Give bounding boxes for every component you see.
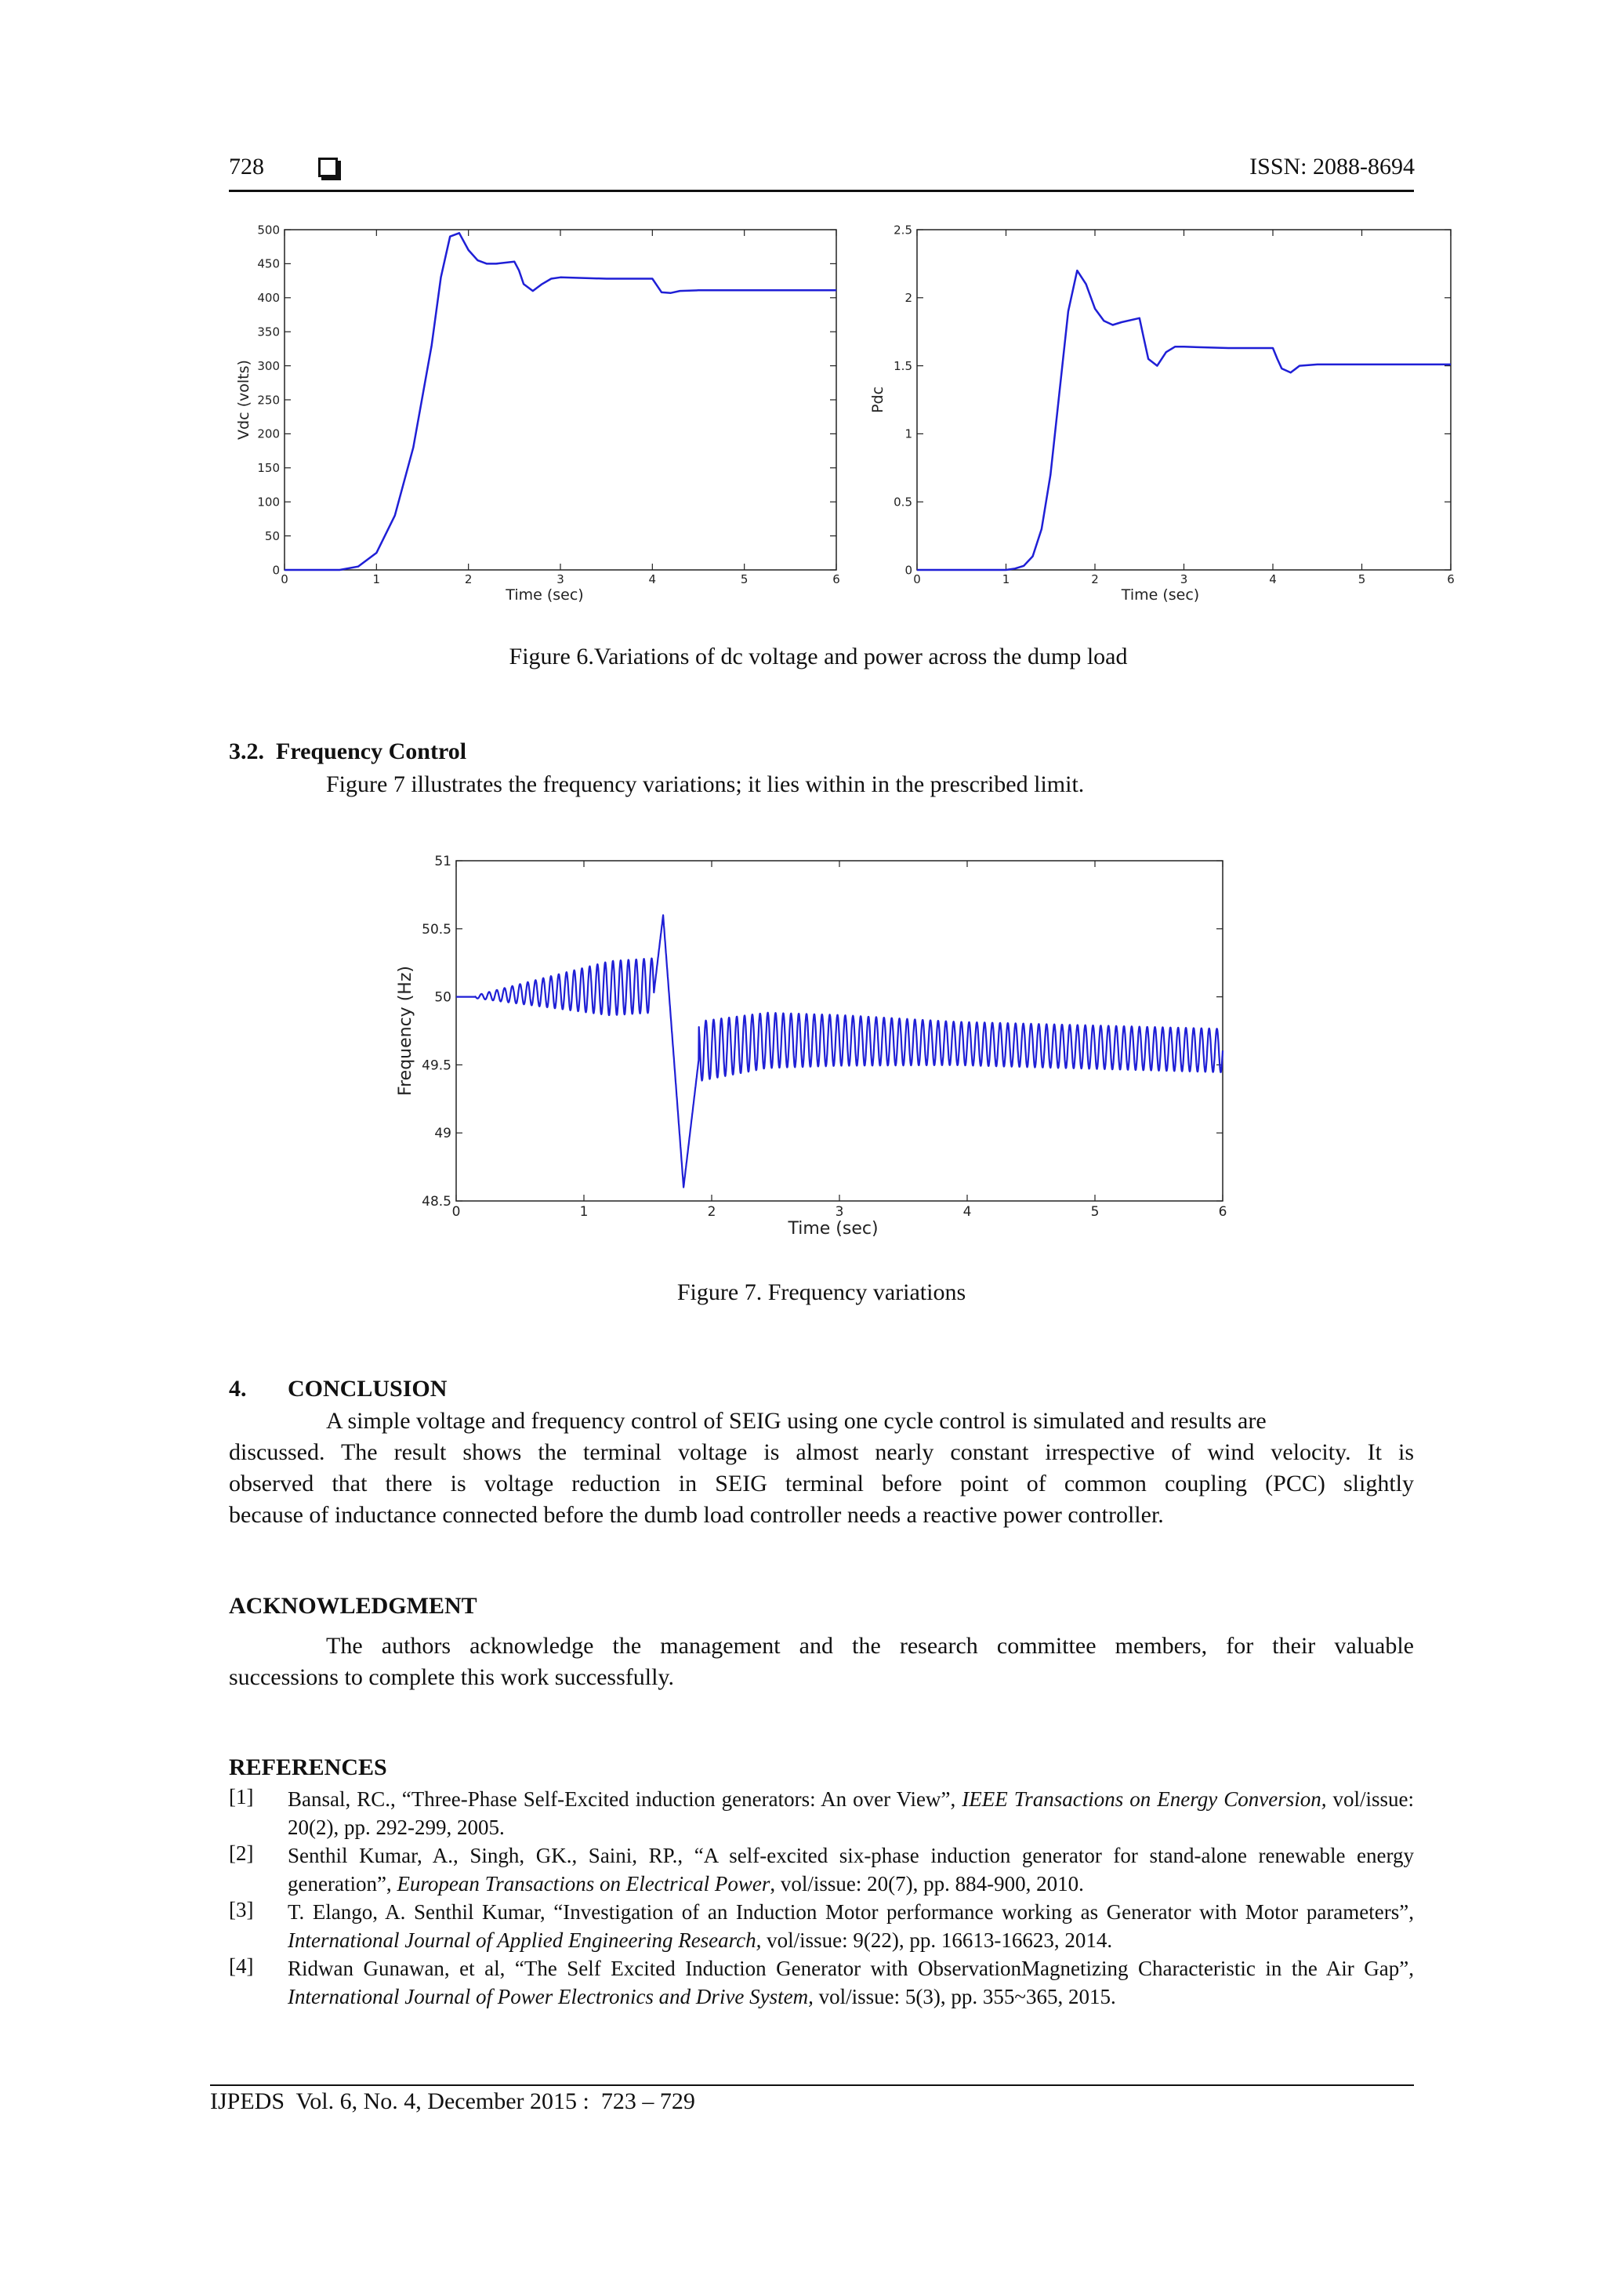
y-tick-label: 400 <box>257 291 280 306</box>
y-tick-label: 500 <box>257 223 280 238</box>
y-tick-label: 48.5 <box>422 1193 451 1210</box>
plot-frame <box>285 230 836 570</box>
x-tick-label: 0 <box>451 1204 461 1220</box>
y-tick-label: 100 <box>257 495 280 510</box>
conclusion-line-4: because of inductance connected before the dumb load controller needs a reactive power controller. <box>229 1502 1164 1528</box>
x-tick-label: 4 <box>1269 572 1277 586</box>
x-tick-label: 6 <box>1447 572 1455 586</box>
y-tick-label: 50 <box>434 989 451 1006</box>
y-tick-label: 2.5 <box>894 223 912 238</box>
reference-authors: T. Elango, A. Senthil Kumar, “Investigation of an Induction Motor performance working as Generator with Motor parameters”, <box>288 1900 1414 1924</box>
reference-details: vol/issue: 9(22), pp. 16613-16623, 2014. <box>761 1928 1113 1952</box>
reference-item <box>288 1785 1414 1841</box>
y-axis-label: Pdc <box>869 386 886 413</box>
y-tick-label: 51 <box>434 853 451 869</box>
y-tick-label: 0 <box>904 563 912 578</box>
y-axis-label: Vdc (volts) <box>235 360 252 440</box>
pdc-chart <box>854 219 1466 619</box>
conclusion-number: 4. <box>229 1376 247 1402</box>
figure6-caption: Figure 6.Variations of dc voltage and power across the dump load <box>509 644 1128 669</box>
reference-authors: Ridwan Gunawan, et al, “The Self Excited Induction Generator with ObservationMagnetizing Characteristic in the Air Gap”, <box>288 1957 1414 1980</box>
reference-item <box>288 1898 1414 1954</box>
y-tick-label: 250 <box>257 393 280 408</box>
x-tick-label: 6 <box>832 572 840 586</box>
x-tick-label: 1 <box>579 1204 589 1220</box>
y-tick-label: 1 <box>904 426 912 441</box>
section-text: Figure 7 illustrates the frequency variations; it lies within in the prescribed limit. <box>326 771 1085 797</box>
reference-authors: Senthil Kumar, A., Singh, GK., Saini, RP., “A self-excited six-phase induction generator for stand-alone renewable energy generation”, <box>288 1844 1414 1896</box>
x-tick-label: 2 <box>707 1204 716 1220</box>
reference-item <box>288 1841 1414 1898</box>
plot-frame <box>917 230 1451 570</box>
x-axis-label: Time (sec) <box>1121 586 1200 604</box>
acknowledgment-line-2: successions to complete this work successfully. <box>229 1664 674 1690</box>
reference-details: vol/issue: 5(3), pp. 355~365, 2015. <box>813 1985 1116 2008</box>
footer-citation: IJPEDS Vol. 6, No. 4, December 2015 : 723 – 729 <box>210 2088 695 2114</box>
conclusion-line-1: A simple voltage and frequency control of SEIG using one cycle control is simulated and results are <box>326 1408 1267 1434</box>
conclusion-line-2: discussed. The result shows the terminal voltage is almost nearly constant irrespective of wind velocity. It is <box>229 1439 1414 1465</box>
x-tick-label: 1 <box>372 572 381 586</box>
x-axis-label: Time (sec) <box>506 586 584 604</box>
y-tick-label: 1.5 <box>894 358 912 373</box>
reference-journal: International Journal of Applied Engineering Research, <box>288 1928 762 1952</box>
y-tick-label: 50.5 <box>422 921 451 938</box>
y-tick-label: 2 <box>904 291 912 306</box>
y-tick-label: 200 <box>257 426 280 441</box>
x-tick-label: 5 <box>740 572 749 586</box>
x-tick-label: 0 <box>281 572 288 586</box>
acknowledgment-line-1: The authors acknowledge the management and the research committee members, for their valuable <box>326 1633 1414 1659</box>
y-tick-label: 50 <box>264 528 280 543</box>
figure7-caption: Figure 7. Frequency variations <box>676 1279 966 1305</box>
x-tick-label: 2 <box>464 572 473 586</box>
reference-journal: European Transactions on Electrical Power <box>397 1872 770 1896</box>
reference-number: [1] <box>229 1785 254 1808</box>
y-tick-label: 150 <box>257 461 280 476</box>
y-tick-label: 300 <box>257 358 280 373</box>
x-tick-label: 3 <box>1180 572 1188 586</box>
references-title: REFERENCES <box>229 1754 387 1780</box>
footer-rule <box>210 2084 1414 2086</box>
y-tick-label: 0.5 <box>894 495 912 510</box>
reference-journal: International Journal of Power Electronics and Drive System, <box>288 1985 814 2008</box>
frequency-chart <box>376 843 1246 1258</box>
reference-authors: Bansal, RC., “Three-Phase Self-Excited induction generators: An over View”, <box>288 1787 962 1811</box>
conclusion-line-3: observed that there is voltage reduction in SEIG terminal before point of common coupling (PCC) slightly <box>229 1471 1414 1496</box>
page-number: 728 <box>229 154 264 180</box>
issn-label: ISSN: 2088-8694 <box>1249 154 1415 180</box>
reference-journal: IEEE Transactions on Energy Conversion, <box>962 1787 1327 1811</box>
y-tick-label: 49.5 <box>422 1058 451 1074</box>
x-tick-label: 2 <box>1091 572 1099 586</box>
y-tick-label: 49 <box>434 1126 451 1142</box>
square-bullet-icon <box>318 158 338 177</box>
x-tick-label: 3 <box>835 1204 844 1220</box>
y-axis-label: Frequency (Hz) <box>396 966 415 1096</box>
header-rule <box>229 190 1414 192</box>
y-tick-label: 350 <box>257 325 280 339</box>
acknowledgment-title: ACKNOWLEDGMENT <box>229 1593 477 1619</box>
x-tick-label: 3 <box>556 572 564 586</box>
x-tick-label: 5 <box>1090 1204 1100 1220</box>
conclusion-title: CONCLUSION <box>288 1376 448 1402</box>
x-tick-label: 1 <box>1002 572 1010 586</box>
x-tick-label: 6 <box>1218 1204 1227 1220</box>
x-tick-label: 4 <box>962 1204 972 1220</box>
reference-details: vol/issue: 20(2), pp. 292-299, 2005. <box>288 1787 1414 1839</box>
x-axis-label: Time (sec) <box>788 1219 879 1239</box>
x-tick-label: 4 <box>648 572 657 586</box>
reference-item <box>288 1954 1414 2011</box>
reference-details: , vol/issue: 20(7), pp. 884-900, 2010. <box>770 1872 1084 1896</box>
vdc-chart <box>227 219 840 611</box>
y-tick-label: 0 <box>272 563 280 578</box>
x-tick-label: 0 <box>913 572 921 586</box>
y-tick-label: 450 <box>257 256 280 271</box>
x-tick-label: 5 <box>1358 572 1366 586</box>
reference-number: [3] <box>229 1898 254 1921</box>
section-heading: 3.2. Frequency Control <box>229 738 467 764</box>
reference-number: [4] <box>229 1954 254 1978</box>
reference-number: [2] <box>229 1841 254 1865</box>
